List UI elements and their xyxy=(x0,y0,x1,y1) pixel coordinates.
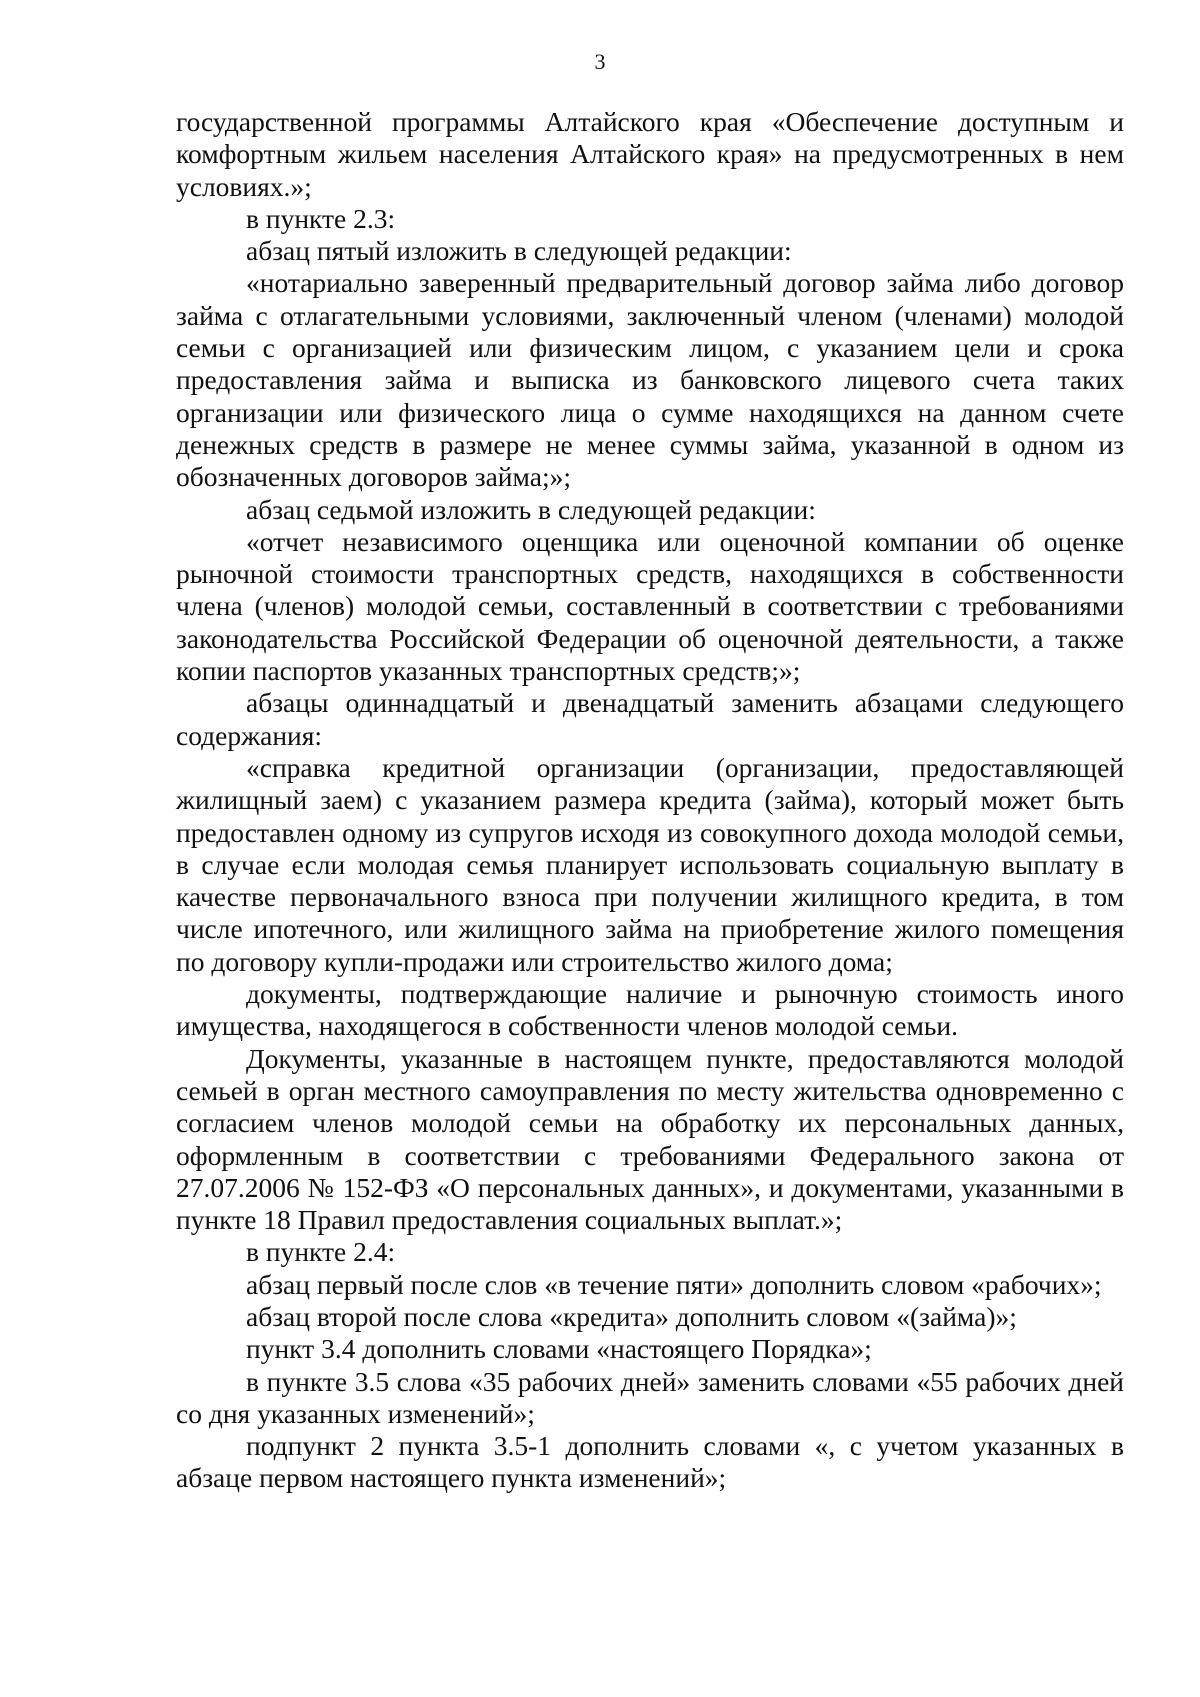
paragraph: пункт 3.4 дополнить словами «настоящего Порядка»; xyxy=(246,1333,872,1365)
paragraph: абзацы одиннадцатый и двенадцатый заменить абзацами следующего содержания: xyxy=(176,687,1124,751)
paragraph: «нотариально заверенный предварительный договор займа либо договор займа с отлагательными условиями, заключенный членом (членами) молодой семьи с организацией или физическим лицом, с указанием цели и срока предоставления займа и выписка из банковского лицевого счета таких организации или физического лица о сумме находящихся на данном счете денежных средств в размере не менее суммы займа, указанной в одном из обозначенных договоров займа;»; xyxy=(176,267,1124,493)
paragraph: абзац пятый изложить в следующей редакции: xyxy=(246,235,792,267)
paragraph: «отчет независимого оценщика или оценочной компании об оценке рыночной стоимости транспортных средств, находящихся в собственности члена (членов) молодой семьи, составленный в соответствии с требованиями законодательства Российской Федерации об оценочной деятельности, а также копии паспортов указанных транспортных средств;»; xyxy=(176,525,1124,687)
paragraph: абзац второй после слова «кредита» дополнить словом «(займа)»; xyxy=(246,1300,1017,1332)
paragraph: абзац седьмой изложить в следующей редакции: xyxy=(246,493,816,525)
paragraph: в пункте 2.4: xyxy=(246,1236,396,1268)
paragraph: государственной программы Алтайского края «Обеспечение доступным и комфортным жильем населения Алтайского края» на предусмотренных в нем условиях.»; xyxy=(176,106,1124,202)
paragraph: документы, подтверждающие наличие и рыночную стоимость иного имущества, находящегося в собственности членов молодой семьи. xyxy=(176,978,1124,1042)
document-body xyxy=(176,106,1124,1495)
paragraph: Документы, указанные в настоящем пункте, предоставляются молодой семьей в орган местного самоуправления по месту жительства одновременно с согласием членов молодой семьи на обработку их персональных данных, оформленным в соответствии с требованиями Федерального закона от 27.07.2006 № 152-ФЗ «О персональных данных», и документами, указанными в пункте 18 Правил предоставления социальных выплат.»; xyxy=(176,1042,1124,1236)
page-number: 3 xyxy=(594,49,606,74)
paragraph: подпункт 2 пункта 3.5-1 дополнить словами «, с учетом указанных в абзаце первом настоящего пункта изменений»; xyxy=(176,1430,1124,1494)
paragraph: в пункте 3.5 слова «35 рабочих дней» заменить словами «55 рабочих дней со дня указанных изменений»; xyxy=(176,1365,1124,1429)
paragraph: «справка кредитной организации (организации, предоставляющей жилищный заем) с указанием размера кредита (займа), который может быть предоставлен одному из супругов исходя из совокупного дохода молодой семьи, в случае если молодая семья планирует использовать социальную выплату в качестве первоначального взноса при получении жилищного кредита, в том числе ипотечного, или жилищного займа на приобретение жилого помещения по договору купли-продажи или строительство жилого дома; xyxy=(176,751,1124,977)
paragraph: в пункте 2.3: xyxy=(246,202,396,234)
paragraph: абзац первый после слов «в течение пяти» дополнить словом «рабочих»; xyxy=(246,1268,1102,1300)
